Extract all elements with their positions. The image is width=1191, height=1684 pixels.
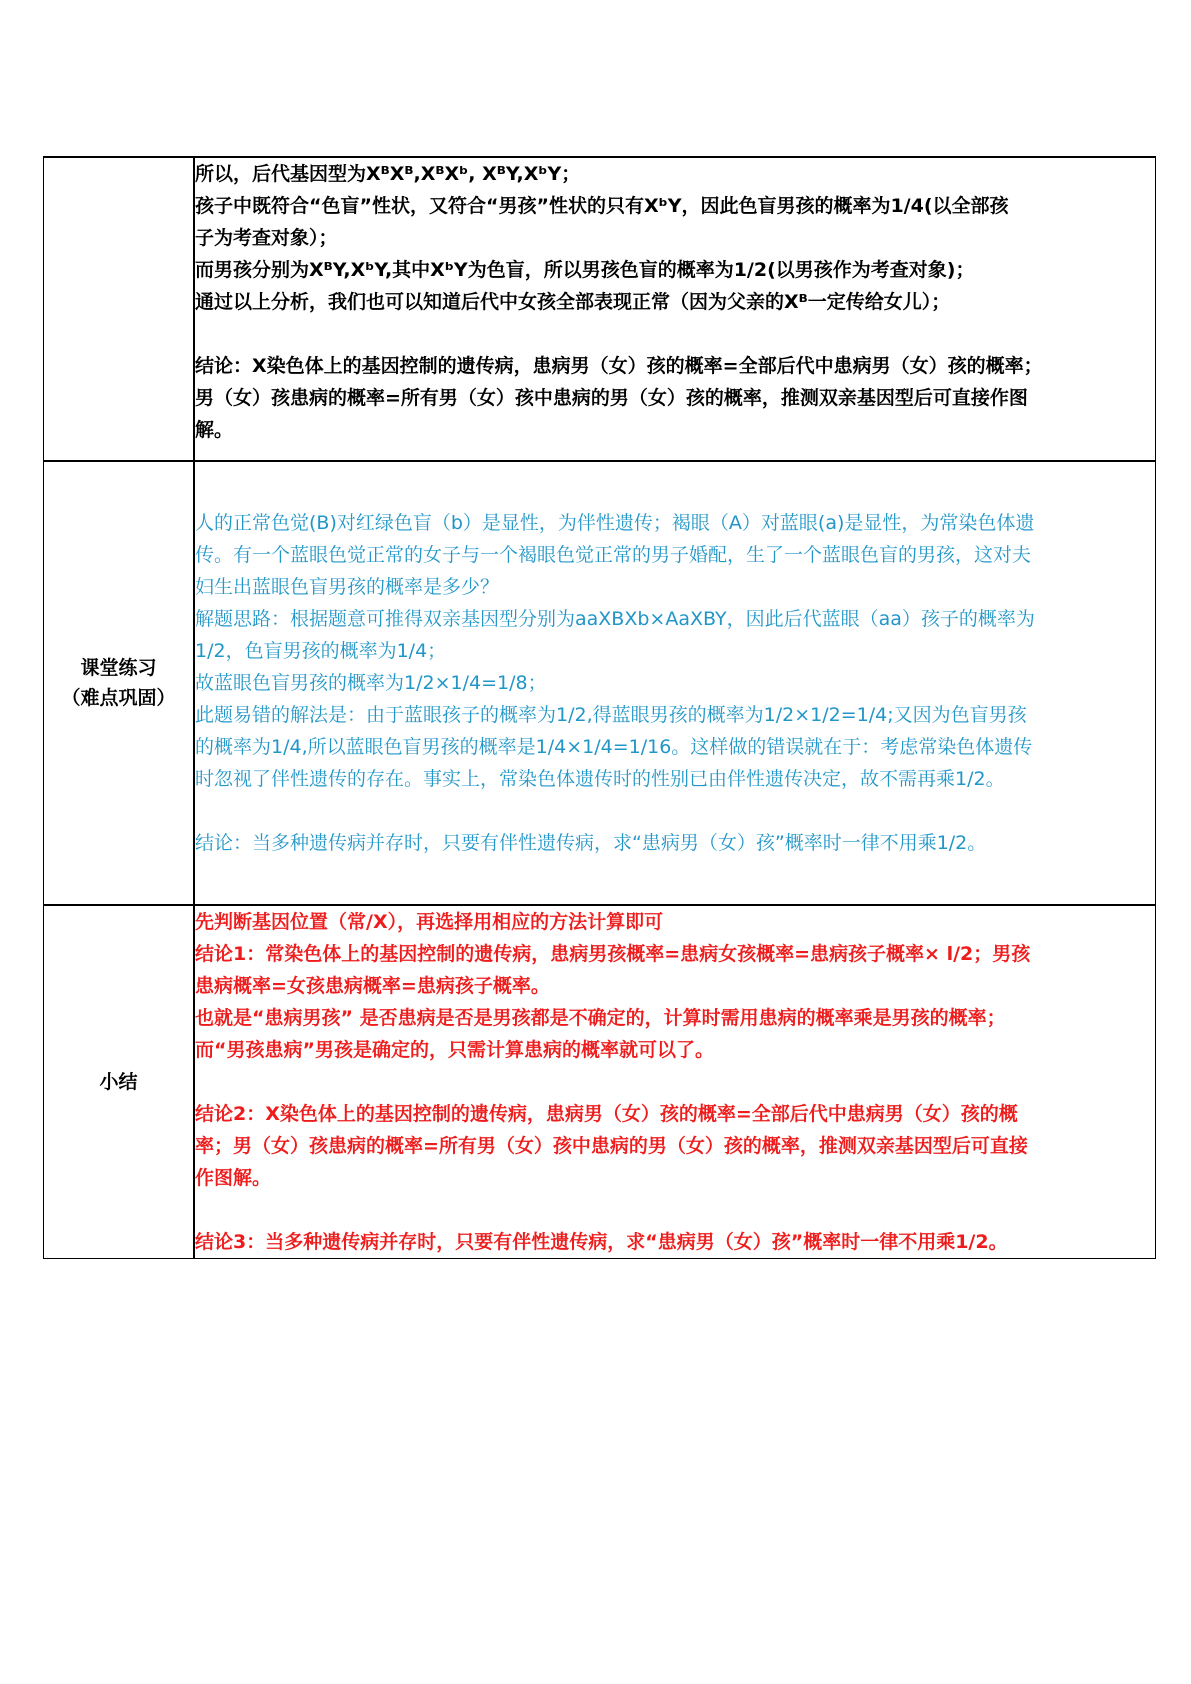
summary-line: 结论2：X染色体上的基因控制的遗传病，患病男（女）孩的概率=全部后代中患病男（女）孩的概: [195, 1103, 1018, 1125]
conclusion-line: 结论：X染色体上的基因控制的遗传病，患病男（女）孩的概率=全部后代中患病男（女）孩的概率；: [195, 355, 1043, 377]
practice-sublabel: （难点巩固）: [61, 687, 176, 709]
summary-line: 而“男孩患病”男孩是确定的，只需计算患病的概率就可以了。: [195, 1039, 714, 1061]
blank-line: [195, 318, 1155, 350]
text-line: 所以，后代基因型为XᴮXᴮ,XᴮXᵇ, XᴮY,XᵇY；: [195, 163, 581, 185]
text-line: 子为考查对象）；: [195, 227, 338, 249]
question-line: 妇生出蓝眼色盲男孩的概率是多少？: [195, 576, 500, 598]
summary-line: 结论1：常染色体上的基因控制的遗传病，患病男孩概率=患病女孩概率=患病孩子概率× l/2；男孩: [195, 943, 1031, 965]
mistake-line: 的概率为1/4,所以蓝眼色盲男孩的概率是1/4×1/4=1/16。这样做的错误就在于：考虑常染色体遗传: [195, 736, 1033, 758]
text-line: 而男孩分别为XᴮY,XᵇY,其中XᵇY为色盲，所以男孩色盲的概率为1/2(以男孩作为考查对象)；: [195, 259, 975, 281]
table-row-practice: [44, 461, 1156, 905]
table-row-analysis: [44, 157, 1156, 461]
blank-line: [195, 1194, 1155, 1226]
row-label-cell: [44, 461, 195, 905]
summary-line: 先判断基因位置（常/X），再选择用相应的方法计算即可: [195, 911, 664, 933]
question-line: 传。有一个蓝眼色觉正常的女子与一个褐眼色觉正常的男子婚配，生了一个蓝眼色盲的男孩，这对夫: [195, 544, 1032, 566]
analysis-content: [194, 157, 1156, 461]
summary-line: 患病概率=女孩患病概率=患病孩子概率。: [195, 975, 550, 997]
mistake-line: 此题易错的解法是：由于蓝眼孩子的概率为1/2,得蓝眼男孩的概率为1/2×1/2=1/4;又因为色盲男孩: [195, 704, 1027, 726]
solution-line: 解题思路：根据题意可推得双亲基因型分别为aaXBXb×AaXBY，因此后代蓝眼（aa）孩子的概率为: [195, 608, 1035, 630]
summary-label: 小结: [99, 1071, 138, 1093]
question-line: 人的正常色觉(B)对红绿色盲（b）是显性，为伴性遗传；褐眼（A）对蓝眼(a)是显性，为常染色体遗: [195, 512, 1035, 534]
practice-content: [194, 461, 1156, 905]
conclusion-line: 男（女）孩患病的概率=所有男（女）孩中患病的男（女）孩的概率，推测双亲基因型后可直接作图: [195, 387, 1028, 409]
summary-line: 也就是“患病男孩” 是否患病是否是男孩都是不确定的，计算时需用患病的概率乘是男孩的概率；: [195, 1007, 1006, 1029]
summary-line: 作图解。: [195, 1167, 272, 1189]
solution-line: 1/2，色盲男孩的概率为1/4；: [195, 640, 447, 662]
text-line: 孩子中既符合“色盲”性状，又符合“男孩”性状的只有XᵇY，因此色盲男孩的概率为1/4(以全部孩: [195, 195, 1009, 217]
blank-line: [195, 795, 1155, 827]
lesson-table: [43, 156, 1156, 1259]
row-label-cell: [44, 905, 195, 1259]
practice-label: 课堂练习: [80, 657, 157, 679]
table-row-summary: [44, 905, 1156, 1259]
conclusion-line: 结论：当多种遗传病并存时，只要有伴性遗传病，求“患病男（女）孩”概率时一律不用乘1/2。: [195, 832, 987, 854]
row-label-cell: [44, 157, 195, 461]
solution-line: 故蓝眼色盲男孩的概率为1/2×1/4=1/8；: [195, 672, 547, 694]
blank-line: [195, 1066, 1155, 1098]
mistake-line: 时忽视了伴性遗传的存在。事实上，常染色体遗传时的性别已由伴性遗传决定，故不需再乘1/2。: [195, 768, 1005, 790]
text-line: 通过以上分析，我们也可以知道后代中女孩全部表现正常（因为父亲的Xᴮ一定传给女儿）；: [195, 291, 951, 313]
summary-line: 结论3：当多种遗传病并存时，只要有伴性遗传病，求“患病男（女）孩”概率时一律不用乘1/2。: [195, 1231, 1008, 1253]
summary-content: [194, 905, 1156, 1259]
conclusion-line: 解。: [195, 419, 234, 441]
summary-line: 率；男（女）孩患病的概率=所有男（女）孩中患病的男（女）孩的概率，推测双亲基因型后可直接: [195, 1135, 1028, 1157]
